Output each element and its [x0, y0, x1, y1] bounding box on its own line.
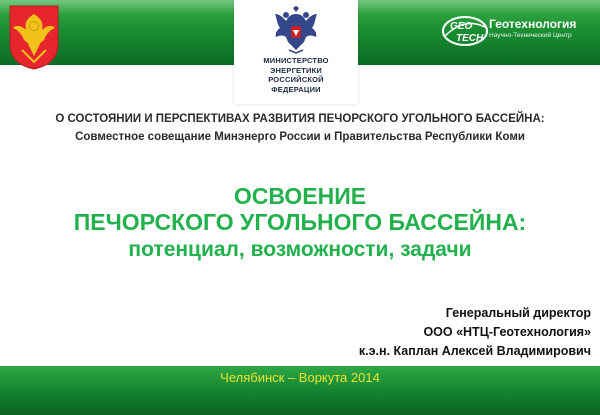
- company-name: Геотехнология: [489, 17, 577, 31]
- ministry-line-2: ЭНЕРГЕТИКИ: [270, 65, 322, 75]
- ministry-line-3: РОССИЙСКОЙ: [268, 75, 324, 84]
- title-line-2: ПЕЧОРСКОГО УГОЛЬНОГО БАССЕЙНА:: [73, 209, 527, 235]
- komi-coat-of-arms-icon: [8, 4, 60, 70]
- title-line-3: потенциал, возможности, задачи: [128, 238, 472, 261]
- footer-location-year: Челябинск – Воркута 2014: [220, 370, 380, 385]
- meeting-topic: О СОСТОЯНИИ И ПЕРСПЕКТИВАХ РАЗВИТИЯ ПЕЧОРСКОГО УГОЛЬНОГО БАССЕЙНА:: [55, 113, 545, 125]
- author-position: Генеральный директор: [445, 306, 591, 320]
- ministry-line-4: ФЕДЕРАЦИИ: [271, 84, 321, 94]
- footer-bar: [0, 366, 600, 415]
- title-line-1: ОСВОЕНИЕ: [233, 183, 367, 209]
- company-tagline: Научно-Технический Центр: [489, 32, 572, 39]
- svg-text:GEO: GEO: [450, 21, 473, 32]
- meeting-subtitle: [0, 112, 600, 145]
- ministry-line-1: МИНИСТЕРСТВО: [263, 56, 329, 65]
- author-block: [359, 304, 591, 361]
- author-organization: ООО «НТЦ-Геотехнология»: [423, 325, 591, 339]
- author-name: к.э.н. Каплан Алексей Владимирович: [358, 344, 591, 358]
- double-headed-eagle-icon: [271, 6, 321, 54]
- ministry-panel: [234, 0, 358, 104]
- meeting-description: Совместное совещание Минэнерго России и Правительства Республики Коми: [75, 131, 525, 143]
- svg-text:TECH: TECH: [456, 33, 484, 44]
- presentation-title: [0, 183, 600, 265]
- ministry-name: [234, 56, 358, 94]
